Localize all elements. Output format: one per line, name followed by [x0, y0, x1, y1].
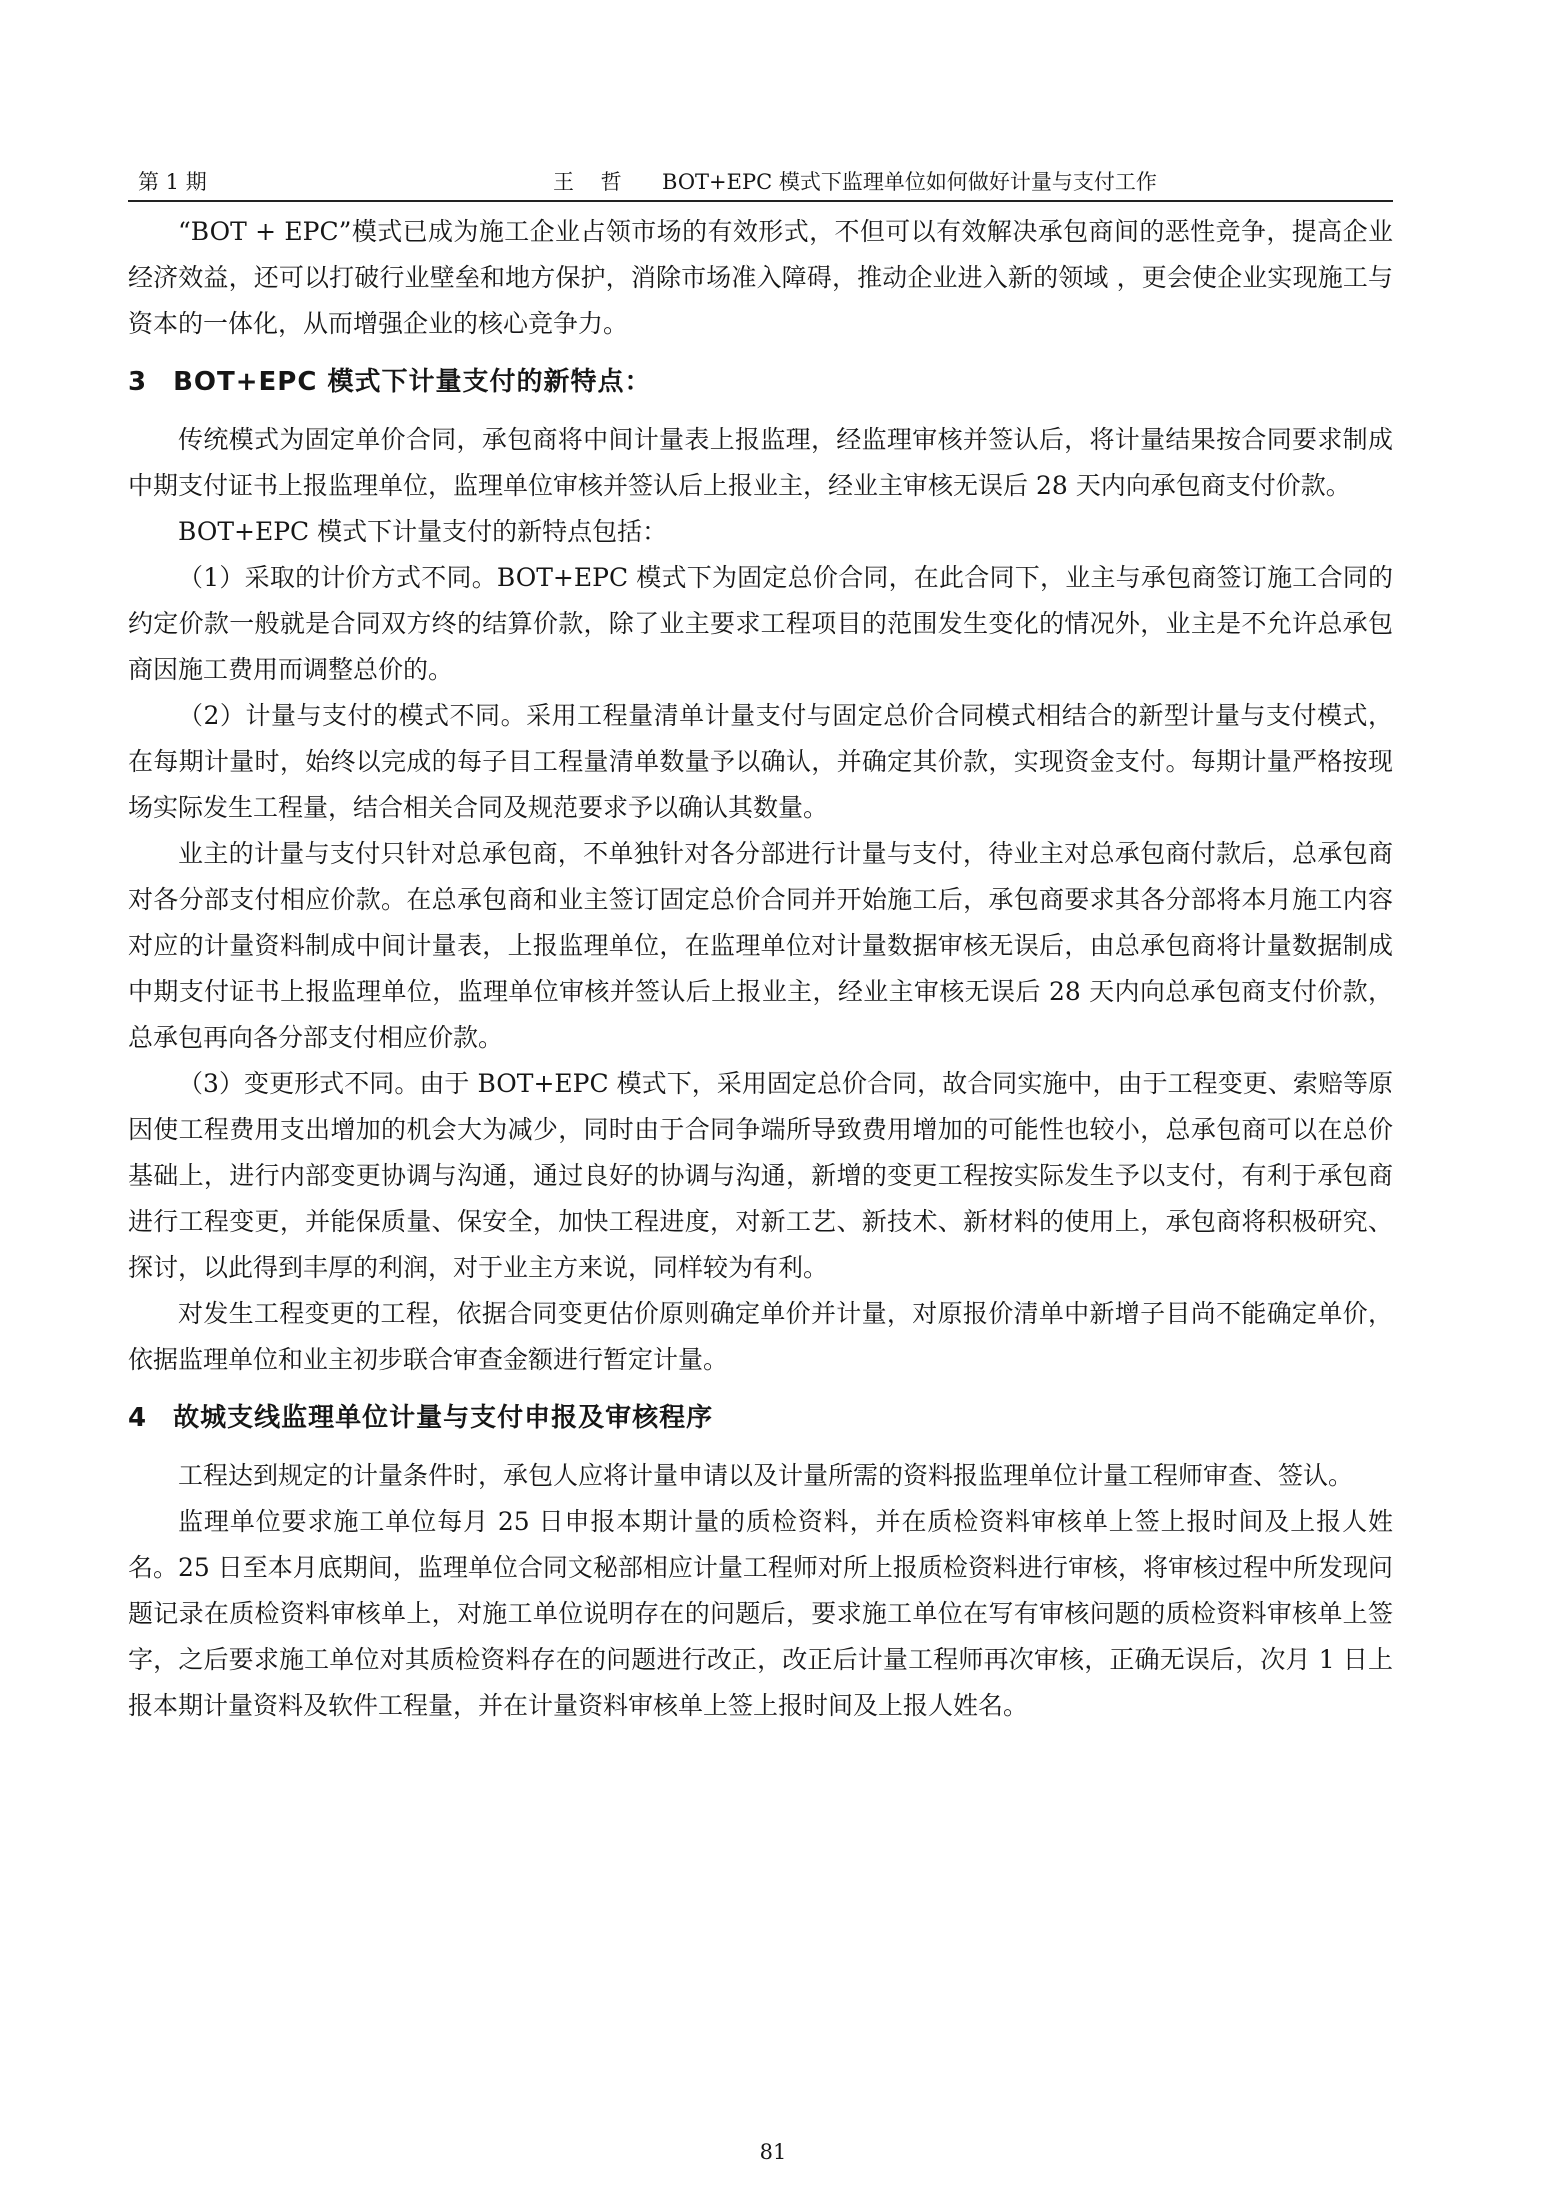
article-body	[128, 209, 1393, 1729]
paragraph: （3）变更形式不同。由于 BOT+EPC 模式下，采用固定总价合同，故合同实施中，由于工程变更、索赔等原因使工程费用支出增加的机会大为减少，同时由于合同争端所导致费用增加的可能性也较小，总承包商可以在总价基础上，进行内部变更协调与沟通，通过良好的协调与沟通，新增的变更工程按实际发生予以支付，有利于承包商进行工程变更，并能保质量、保安全，加快工程进度，对新工艺、新技术、新材料的使用上，承包商将积极研究、探讨，以此得到丰厚的利润，对于业主方来说，同样较为有利。	[128, 1069, 1393, 1282]
paragraph: （2）计量与支付的模式不同。采用工程量清单计量支付与固定总价合同模式相结合的新型计量与支付模式，在每期计量时，始终以完成的每子目工程量清单数量予以确认，并确定其价款，实现资金支付。每期计量严格按现场实际发生工程量，结合相关合同及规范要求予以确认其数量。	[128, 701, 1393, 822]
paragraph: 传统模式为固定单价合同，承包商将中间计量表上报监理，经监理审核并签认后，将计量结果按合同要求制成中期支付证书上报监理单位，监理单位审核并签认后上报业主，经业主审核无误后 28 天内向承包商支付价款。	[128, 425, 1393, 500]
paragraph: 对发生工程变更的工程，依据合同变更估价原则确定单价并计量，对原报价清单中新增子目尚不能确定单价，依据监理单位和业主初步联合审查金额进行暂定计量。	[128, 1299, 1393, 1374]
journal-issue: 第 1 期	[138, 170, 207, 194]
paragraph: “BOT + EPC”模式已成为施工企业占领市场的有效形式，不但可以有效解决承包商间的恶性竞争，提高企业经济效益，还可以打破行业壁垒和地方保护，消除市场准入障碍，推动企业进入新的领域 ，更会使企业实现施工与资本的一体化，从而增强企业的核心竞争力。	[128, 217, 1393, 338]
paragraph: 监理单位要求施工单位每月 25 日申报本期计量的质检资料，并在质检资料审核单上签上报时间及上报人姓名。25 日至本月底期间，监理单位合同文秘部相应计量工程师对所上报质检资料进行审核，将审核过程中所发现问题记录在质检资料审核单上，对施工单位说明存在的问题后，要求施工单位在写有审核问题的质检资料审核单上签字，之后要求施工单位对其质检资料存在的问题进行改正，改正后计量工程师再次审核，正确无误后，次月 1 日上报本期计量资料及软件工程量，并在计量资料审核单上签上报时间及上报人姓名。	[128, 1507, 1393, 1720]
paragraph: （1）采取的计价方式不同。BOT+EPC 模式下为固定总价合同，在此合同下，业主与承包商签订施工合同的约定价款一般就是合同双方终的结算价款，除了业主要求工程项目的范围发生变化的情况外，业主是不允许总承包商因施工费用而调整总价的。	[128, 563, 1393, 684]
section-heading	[128, 362, 1393, 402]
paragraph: 业主的计量与支付只针对总承包商，不单独针对各分部进行计量与支付，待业主对总承包商付款后，总承包商对各分部支付相应价款。在总承包商和业主签订固定总价合同并开始施工后，承包商要求其各分部将本月施工内容对应的计量资料制成中间计量表，上报监理单位，在监理单位对计量数据审核无误后，由总承包商将计量数据制成中期支付证书上报监理单位，监理单位审核并签认后上报业主，经业主审核无误后 28 天内向总承包商支付价款，总承包再向各分部支付相应价款。	[128, 839, 1393, 1052]
running-header	[128, 160, 1393, 202]
page-number: 81	[759, 2140, 787, 2164]
article-title: BOT+EPC 模式下监理单位如何做好计量与支付工作	[662, 170, 1157, 194]
section-number: 4	[128, 1403, 148, 1433]
paragraph: 工程达到规定的计量条件时，承包人应将计量申请以及计量所需的资料报监理单位计量工程师审查、签认。	[178, 1461, 1354, 1490]
section-title: BOT+EPC 模式下计量支付的新特点：	[173, 367, 652, 397]
section-title: 故城支线监理单位计量与支付申报及审核程序	[173, 1403, 714, 1433]
paragraph: BOT+EPC 模式下计量支付的新特点包括：	[178, 517, 668, 546]
section-heading	[128, 1398, 1393, 1438]
section-number: 3	[128, 367, 148, 397]
article-author: 王 哲	[553, 170, 632, 194]
